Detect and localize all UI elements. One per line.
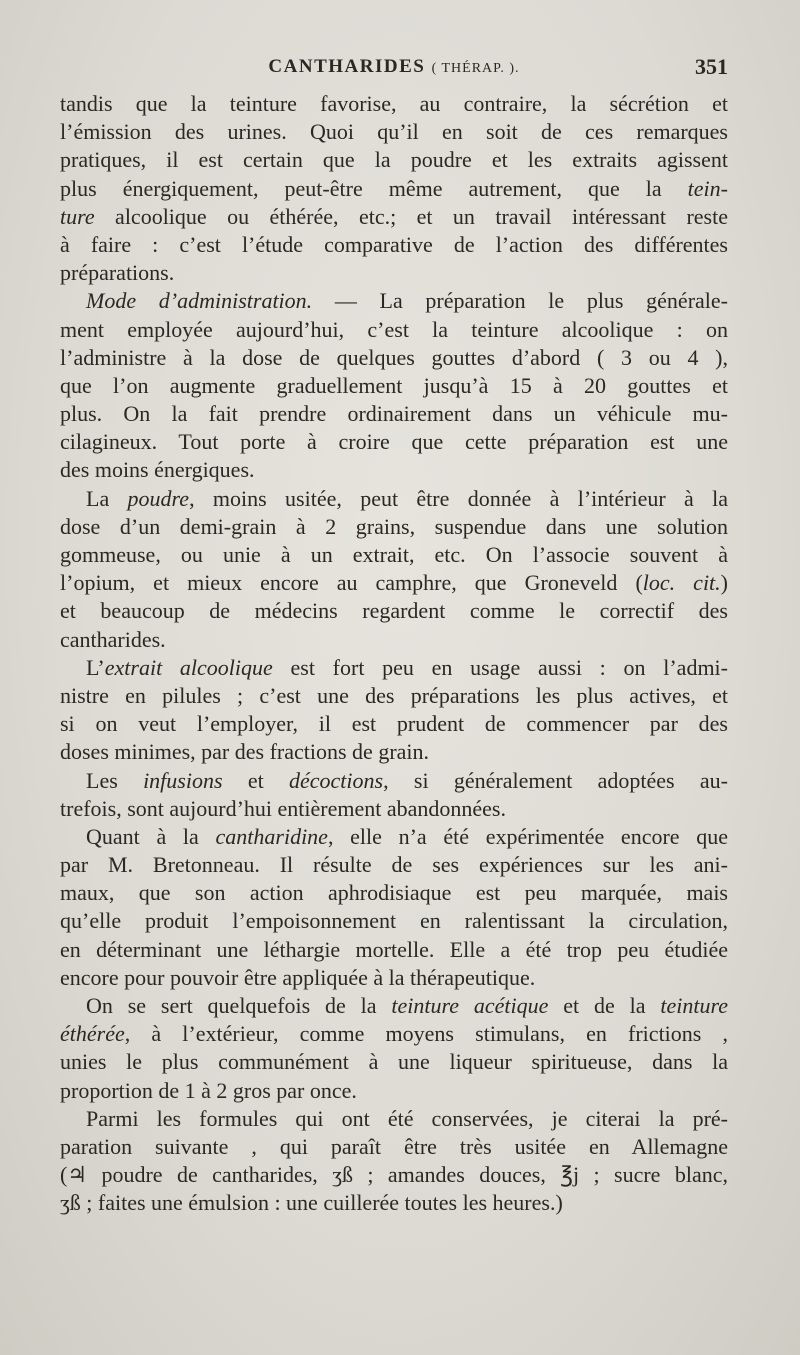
page-header: [60, 56, 728, 86]
text-line: (♃ poudre de cantharides, ʒß ; amandes douces, ℥j ; sucre blanc,: [60, 1162, 728, 1188]
text-span: Mode d’administration.: [86, 288, 313, 314]
running-head-title: CANTHARIDES: [268, 56, 426, 77]
text-span: Quant à la: [86, 823, 216, 849]
text-span: loc. cit.: [642, 570, 721, 596]
text-span: La: [86, 485, 128, 511]
text-span: L’: [86, 654, 105, 680]
text-line: [60, 569, 728, 597]
text-span: teinture: [660, 993, 728, 1018]
text-line: proportion de 1 à 2 gros par once.: [60, 1077, 357, 1103]
text-line: trefois, sont aujourd’hui entièrement abandonnées.: [60, 795, 506, 821]
text-span: cantharidine: [215, 823, 328, 849]
text-span: extrait alcoolique: [104, 654, 273, 680]
text-span: infusions: [143, 767, 223, 793]
text-line: préparations.: [60, 260, 175, 286]
text-line: maux, que son action aphrodisiaque est peu marquée, mais: [60, 880, 728, 906]
text-span: tein-: [687, 175, 728, 201]
text-span: alcoolique ou éthérée, etc.; et un travail intéressant reste: [94, 203, 728, 229]
text-span: , si généralement adoptées au-: [383, 767, 728, 793]
text-line: l’administre à la dose de quelques gouttes d’abord ( 3 ou 4 ),: [60, 344, 728, 370]
page-number: 351: [695, 54, 728, 79]
text-line: [60, 175, 728, 203]
text-line: plus. On la fait prendre ordinairement dans un véhicule mu-: [60, 401, 728, 427]
text-line: et beaucoup de médecins regardent comme le correctif des: [60, 598, 728, 624]
text-line: en déterminant une léthargie mortelle. Elle a été trop peu étudiée: [60, 936, 728, 962]
text-span: plus énergiquement, peut-être même autrement, que la: [60, 175, 688, 201]
text-span: et de la: [548, 993, 661, 1018]
text-line: cantharides.: [60, 626, 166, 652]
text-span: , elle n’a été expérimentée encore que: [327, 823, 728, 849]
text-line: dose d’un demi-grain à 2 grains, suspendue dans une solution: [60, 513, 728, 539]
text-line: par M. Bretonneau. Il résulte de ses expériences sur les ani-: [60, 852, 728, 878]
running-head-subtitle: ( THÉRAP. ).: [431, 61, 520, 76]
text-line: doses minimes, par des fractions de grain.: [60, 739, 430, 765]
text-line: [60, 767, 728, 795]
text-line: unies le plus communément à une liqueur spiritueuse, dans la: [60, 1049, 728, 1075]
text-span: est fort peu en usage aussi : on l’admi-: [272, 654, 728, 680]
text-span: décoctions: [289, 767, 384, 793]
text-span: poudre: [127, 485, 190, 511]
text-span: — La préparation le plus générale-: [312, 288, 728, 314]
text-line: ment employée aujourd’hui, c’est la teinture alcoolique : on: [60, 316, 728, 342]
text-span: , moins usitée, peut être donnée à l’intérieur à la: [189, 485, 728, 511]
text-span: ): [720, 570, 728, 596]
text-span: Les: [86, 767, 144, 793]
text-line: tandis que la teinture favorise, au contraire, la sécrétion et: [60, 91, 728, 116]
text-line: encore pour pouvoir être appliquée à la thérapeutique.: [60, 964, 536, 990]
text-line: qu’elle produit l’empoisonnement en ralentissant la circulation,: [60, 908, 728, 934]
text-line: [60, 287, 728, 315]
running-head: [60, 56, 728, 78]
text-line: [60, 1020, 728, 1048]
text-line: si on veut l’employer, il est prudent de commencer par des: [60, 711, 728, 737]
text-span: ture: [60, 203, 95, 229]
text-span: , à l’extérieur, comme moyens stimulans, en frictions ,: [124, 1021, 728, 1047]
text-line: [60, 203, 728, 231]
text-line: ʒß ; faites une émulsion : une cuillerée toutes les heures.): [60, 1190, 563, 1216]
text-line: des moins énergiques.: [60, 457, 255, 483]
text-line: l’émission des urines. Quoi qu’il en soit de ces remarques: [60, 119, 728, 145]
text-span: éthérée: [60, 1021, 125, 1047]
text-line: Parmi les formules qui ont été conservées, je citerai la pré-: [86, 1105, 728, 1131]
text-span: teinture acétique: [391, 993, 549, 1018]
text-span: On se sert quelquefois de la: [86, 993, 392, 1018]
text-line: à faire : c’est l’étude comparative de l’action des différentes: [60, 231, 728, 257]
text-span: et: [222, 767, 289, 793]
text-line: [60, 485, 728, 513]
text-line: que l’on augmente graduellement jusqu’à 15 à 20 gouttes et: [60, 372, 728, 398]
text-span: l’opium, et mieux encore au camphre, que Groneveld (: [60, 570, 643, 596]
text-line: [60, 654, 728, 682]
text-line: [60, 823, 728, 851]
text-line: pratiques, il est certain que la poudre et les extraits agissent: [60, 147, 728, 173]
body-text: [60, 90, 728, 1218]
text-line: cilagineux. Tout porte à croire que cette préparation est une: [60, 429, 728, 455]
text-line: paration suivante , qui paraît être très usitée en Allemagne: [60, 1133, 728, 1159]
text-line: gommeuse, ou unie à un extrait, etc. On l’associe souvent à: [60, 542, 728, 567]
text-line: nistre en pilules ; c’est une des préparations les plus actives, et: [60, 682, 728, 708]
text-line: [60, 992, 728, 1020]
